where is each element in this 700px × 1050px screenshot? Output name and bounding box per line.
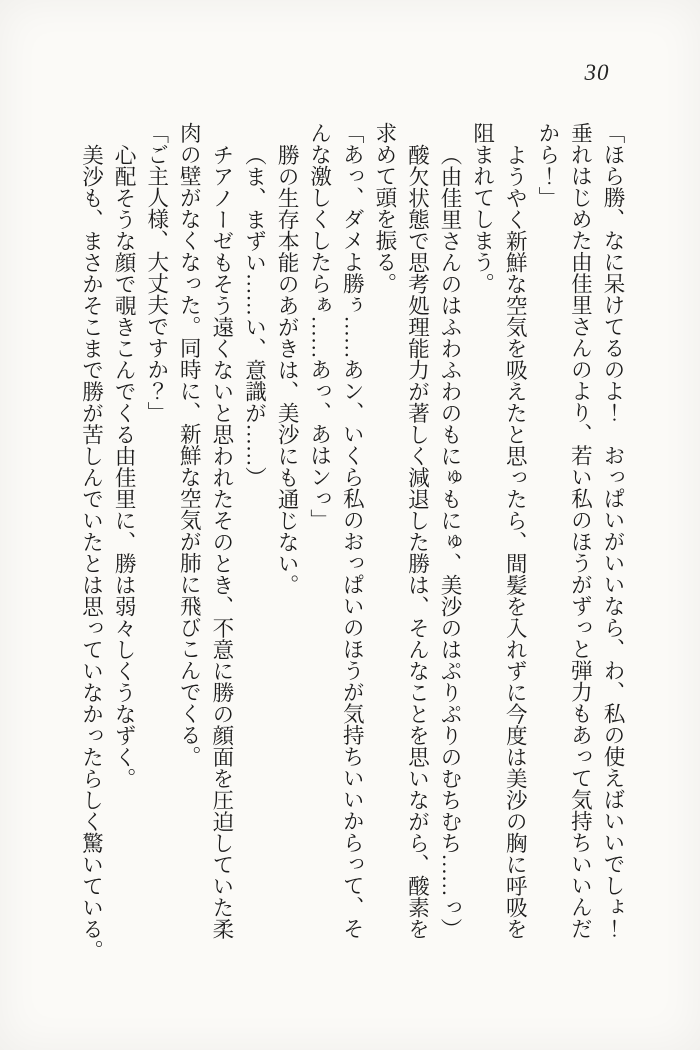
text-column: 酸欠状態で思考処理能力が著しく減退した勝は、そんなことを思いながら、酸素を bbox=[405, 143, 430, 939]
text-column: 垂れはじめた由佳里さんのより、若い私のほうがずっと弾力もあって気持ちいいんだ bbox=[568, 122, 593, 939]
text-column: チアノーゼもそう遠くないと思われたそのとき、不意に勝の顔面を圧迫していた柔 bbox=[209, 143, 234, 939]
text-column: んな激しくしたらぁ……あっ、あはンっ」 bbox=[307, 122, 332, 531]
text-column: （由佳里さんのはふわふわのもにゅもにゅ、美沙のはぷりぷりのむちむち……っ） bbox=[438, 143, 463, 939]
text-column: 心配そうな顔で覗きこんでくる由佳里に、勝は弱々しくうなずく。 bbox=[112, 143, 137, 789]
page-number: 30 bbox=[584, 60, 610, 85]
text-column: 「あっ、ダメよ勝ぅ……あン、いくら私のおっぱいのほうが気持ちいいからって、そ bbox=[340, 122, 365, 939]
text-column: 阻まれてしまう。 bbox=[470, 122, 495, 294]
text-column: （ま、まずい……い、意識が……） bbox=[242, 143, 267, 488]
text-column: 「ほら勝、なに呆けてるのよ！ おっぱいがいいなら、わ、私の使えばいいでしょ！ bbox=[601, 122, 625, 939]
text-column: ようやく新鮮な空気を吸えたと思ったら、間髪を入れずに今度は美沙の胸に呼吸を bbox=[503, 143, 528, 939]
text-column: 勝の生存本能のあがきは、美沙にも通じない。 bbox=[275, 143, 300, 595]
text-column: 美沙も、まさかそこまで勝が苦しんでいたとは思っていなかったらしく驚いている。 bbox=[79, 143, 104, 961]
text-column: から！」 bbox=[535, 122, 560, 208]
text-column: 求めて頭を振る。 bbox=[372, 122, 397, 294]
text-column: 「ご主人様、大丈夫ですか？」 bbox=[144, 122, 169, 423]
text-column: 肉の壁がなくなった。同時に、新鮮な空気が肺に飛びこんでくる。 bbox=[177, 122, 202, 767]
page-text bbox=[75, 122, 629, 974]
